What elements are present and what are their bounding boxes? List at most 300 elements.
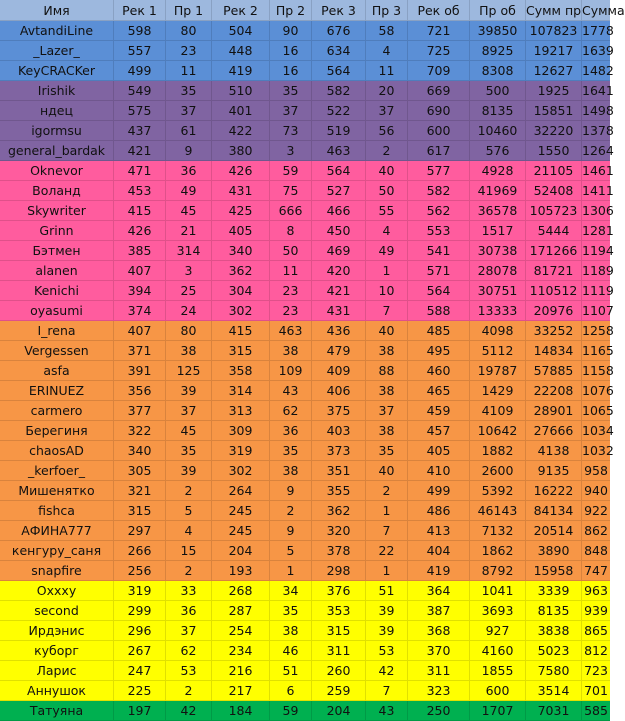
value-cell: 519 [312,121,366,140]
value-cell: 25 [166,281,212,300]
value-cell: 709 [408,61,470,80]
value-cell: 35 [166,441,212,460]
value-cell: 939 [584,603,608,618]
value-cell: 356 [114,381,166,400]
value-cell: 15958 [526,561,582,580]
value-cell: 53 [366,641,408,660]
value-cell: 1194 [582,243,614,258]
value-cell: 4 [166,521,212,540]
column-header: Пр 3 [366,0,408,20]
value-cell: 80 [166,321,212,340]
value-cell: 812 [584,643,608,658]
value-cell: 564 [312,61,366,80]
value-cell: 420 [312,261,366,280]
player-name-cell: igormsu [0,121,114,140]
value-cell: 23 [270,281,312,300]
value-cell: 217 [212,681,270,700]
value-cell: 7031 [526,701,582,720]
value-cell: 453 [114,181,166,200]
value-cell: 234 [212,641,270,660]
value-cell: 463 [312,141,366,160]
value-cell: 1 [366,261,408,280]
table-row [0,421,614,441]
value-cell: 4138 [526,441,582,460]
value-cell: 36 [166,161,212,180]
value-cell: 577 [408,161,470,180]
value-cell: 723 [584,663,608,678]
value-cell: 35 [166,81,212,100]
value-cell: 3514 [526,681,582,700]
value-cell: 37 [366,401,408,420]
value-cell: 564 [408,281,470,300]
value-cell: 963 [584,583,608,598]
value-cell: 28078 [470,261,526,280]
column-header: Рек 2 [212,0,270,20]
value-cell: 4098 [470,321,526,340]
value-cell: 9 [166,141,212,160]
value-cell: 297 [114,521,166,540]
value-cell: 725 [408,41,470,60]
value-cell: 407 [114,261,166,280]
value-cell: 107823 [526,21,582,40]
value-cell: 39850 [470,21,526,40]
value-cell: 110512 [526,281,582,300]
value-cell: 585 [584,703,608,718]
value-cell: 374 [114,301,166,320]
value-cell: 10642 [470,421,526,440]
value-cell: 460 [408,361,470,380]
value-cell: 1258 [582,323,614,338]
value-cell: 413 [408,521,470,540]
value-cell: 1032 [582,443,614,458]
value-cell: 1639 [582,43,614,58]
player-name-cell: general_bardak [0,141,114,160]
column-header: Сумма [582,3,625,18]
value-cell: 320 [312,521,366,540]
value-cell: 323 [408,681,470,700]
value-cell: 391 [114,361,166,380]
value-cell: 410 [408,461,470,480]
value-cell: 309 [212,421,270,440]
value-cell: 40 [366,321,408,340]
player-name-cell: Мишенятко [0,481,114,500]
value-cell: 479 [312,341,366,360]
value-cell: 20976 [526,301,582,320]
column-header: Рек об [408,0,470,20]
value-cell: 669 [408,81,470,100]
value-cell: 362 [212,261,270,280]
value-cell: 541 [408,241,470,260]
table-row [0,461,610,481]
value-cell: 38 [270,461,312,480]
value-cell: 298 [312,561,366,580]
table-row [0,281,614,301]
value-cell: 43 [366,701,408,720]
value-cell: 38 [166,341,212,360]
value-cell: 421 [312,281,366,300]
player-name-cell: _Lazer_ [0,41,114,60]
value-cell: 3 [166,261,212,280]
table-row [0,321,614,341]
value-cell: 5023 [526,641,582,660]
value-cell: 28901 [526,401,582,420]
table-row [0,381,614,401]
value-cell: 16 [270,61,312,80]
value-cell: 38 [366,341,408,360]
player-name-cell: asfa [0,361,114,380]
value-cell: 499 [114,61,166,80]
value-cell: 260 [312,661,366,680]
table-row [0,161,614,181]
player-name-cell: Vergessen [0,341,114,360]
value-cell: 598 [114,21,166,40]
player-name-cell: Oknevor [0,161,114,180]
value-cell: 39 [166,381,212,400]
value-cell: 15851 [526,101,582,120]
value-cell: 35 [270,81,312,100]
value-cell: 582 [408,181,470,200]
value-cell: 57885 [526,361,582,380]
value-cell: 1461 [582,163,614,178]
value-cell: 41969 [470,181,526,200]
player-name-cell: Kenichi [0,281,114,300]
value-cell: 1855 [470,661,526,680]
value-cell: 80 [166,21,212,40]
table-row [0,261,614,281]
table-row [0,241,614,261]
value-cell: 40 [366,161,408,180]
value-cell: 2 [270,501,312,520]
player-name-cell: oyasumi [0,301,114,320]
table-row [0,681,610,701]
column-header: Сумм пр [526,0,582,20]
value-cell: 588 [408,301,470,320]
table-row [0,141,614,161]
table-row [0,341,614,361]
value-cell: 21 [166,221,212,240]
value-cell: 84134 [526,501,582,520]
value-cell: 51 [270,661,312,680]
value-cell: 50 [366,181,408,200]
player-name-cell: кенгуру_саня [0,541,114,560]
value-cell: 562 [408,201,470,220]
value-cell: 5112 [470,341,526,360]
value-cell: 109 [270,361,312,380]
value-cell: 1482 [582,63,614,78]
value-cell: 287 [212,601,270,620]
value-cell: 419 [212,61,270,80]
value-cell: 8308 [470,61,526,80]
value-cell: 1862 [470,541,526,560]
value-cell: 75 [270,181,312,200]
value-cell: 922 [584,503,608,518]
player-name-cell: carmero [0,401,114,420]
value-cell: 469 [312,241,366,260]
value-cell: 268 [212,581,270,600]
value-cell: 16 [270,41,312,60]
value-cell: 62 [270,401,312,420]
value-cell: 466 [312,201,366,220]
value-cell: 23 [270,301,312,320]
value-cell: 314 [166,241,212,260]
value-cell: 14834 [526,341,582,360]
table-row [0,441,614,461]
value-cell: 5 [166,501,212,520]
value-cell: 575 [114,101,166,120]
value-cell: 500 [470,81,526,100]
value-cell: 340 [212,241,270,260]
value-cell: 38 [366,421,408,440]
value-cell: 81721 [526,261,582,280]
value-cell: 58 [366,21,408,40]
value-cell: 59 [270,161,312,180]
value-cell: 247 [114,661,166,680]
value-cell: 401 [212,101,270,120]
value-cell: 315 [212,341,270,360]
value-cell: 50 [270,241,312,260]
value-cell: 431 [312,301,366,320]
value-cell: 1882 [470,441,526,460]
value-cell: 407 [114,321,166,340]
value-cell: 23 [166,41,212,60]
value-cell: 9 [270,521,312,540]
value-cell: 193 [212,561,270,580]
table-header [0,0,625,21]
player-name-cell: Аннушок [0,681,114,700]
value-cell: 1 [366,501,408,520]
value-cell: 504 [212,21,270,40]
value-cell: 8135 [526,601,582,620]
value-cell: 35 [270,441,312,460]
value-cell: 259 [312,681,366,700]
value-cell: 351 [312,461,366,480]
value-cell: 8135 [470,101,526,120]
value-cell: 302 [212,461,270,480]
value-cell: 10460 [470,121,526,140]
value-cell: 304 [212,281,270,300]
value-cell: 34 [270,581,312,600]
value-cell: 355 [312,481,366,500]
value-cell: 2 [366,141,408,160]
value-cell: 33252 [526,321,582,340]
value-cell: 437 [114,121,166,140]
value-cell: 24 [166,301,212,320]
value-cell: 431 [212,181,270,200]
value-cell: 362 [312,501,366,520]
value-cell: 7 [366,301,408,320]
value-cell: 37 [366,101,408,120]
value-cell: 564 [312,161,366,180]
value-cell: 4160 [470,641,526,660]
value-cell: 305 [114,461,166,480]
value-cell: 465 [408,381,470,400]
value-cell: 527 [312,181,366,200]
value-cell: 9135 [526,461,582,480]
value-cell: 245 [212,501,270,520]
value-cell: 8 [270,221,312,240]
value-cell: 27666 [526,421,582,440]
value-cell: 125 [166,361,212,380]
value-cell: 499 [408,481,470,500]
value-cell: 36 [270,421,312,440]
value-cell: 378 [312,541,366,560]
value-cell: 19217 [526,41,582,60]
value-cell: 38 [270,341,312,360]
table-row [0,21,614,41]
value-cell: 16222 [526,481,582,500]
value-cell: 1076 [582,383,614,398]
value-cell: 385 [114,241,166,260]
value-cell: 22 [366,541,408,560]
value-cell: 1498 [582,103,614,118]
value-cell: 33 [166,581,212,600]
value-cell: 4928 [470,161,526,180]
value-cell: 1707 [470,701,526,720]
value-cell: 11 [366,61,408,80]
table-row [0,221,614,241]
value-cell: 2 [166,681,212,700]
value-cell: 364 [408,581,470,600]
value-cell: 394 [114,281,166,300]
value-cell: 1778 [582,23,614,38]
value-cell: 5392 [470,481,526,500]
value-cell: 415 [114,201,166,220]
value-cell: 42 [166,701,212,720]
value-cell: 2 [166,561,212,580]
value-cell: 1306 [582,203,614,218]
value-cell: 1065 [582,403,614,418]
value-cell: 457 [408,421,470,440]
value-cell: 1641 [582,83,614,98]
value-cell: 8925 [470,41,526,60]
value-cell: 380 [212,141,270,160]
value-cell: 4109 [470,401,526,420]
value-cell: 406 [312,381,366,400]
value-cell: 311 [312,641,366,660]
value-cell: 747 [584,563,608,578]
table-row [0,361,614,381]
value-cell: 4 [366,41,408,60]
value-cell: 30751 [470,281,526,300]
table-row [0,561,610,581]
value-cell: 254 [212,621,270,640]
value-cell: 264 [212,481,270,500]
table-row [0,621,610,641]
value-cell: 302 [212,301,270,320]
value-cell: 250 [408,701,470,720]
value-cell: 2 [166,481,212,500]
value-cell: 315 [312,621,366,640]
value-cell: 415 [212,321,270,340]
value-cell: 721 [408,21,470,40]
value-cell: 404 [408,541,470,560]
value-cell: 36578 [470,201,526,220]
value-cell: 21105 [526,161,582,180]
value-cell: 46143 [470,501,526,520]
player-name-cell: Бэтмен [0,241,114,260]
value-cell: 299 [114,601,166,620]
value-cell: 450 [312,221,366,240]
value-cell: 1550 [526,141,582,160]
value-cell: 387 [408,601,470,620]
value-cell: 314 [212,381,270,400]
player-name-cell: snapfire [0,561,114,580]
player-name-cell: second [0,601,114,620]
value-cell: 36 [166,601,212,620]
value-cell: 39 [366,621,408,640]
value-cell: 403 [312,421,366,440]
value-cell: 51 [366,581,408,600]
value-cell: 1429 [470,381,526,400]
table-row [0,101,614,121]
value-cell: 862 [584,523,608,538]
table-row [0,641,610,661]
table-row [0,81,614,101]
value-cell: 37 [166,101,212,120]
column-header: Рек 3 [312,0,366,20]
value-cell: 90 [270,21,312,40]
value-cell: 52408 [526,181,582,200]
value-cell: 571 [408,261,470,280]
value-cell: 436 [312,321,366,340]
table-row [0,301,614,321]
value-cell: 266 [114,541,166,560]
table-row [0,581,610,601]
column-header: Рек 1 [114,0,166,20]
value-cell: 13333 [470,301,526,320]
value-cell: 10 [366,281,408,300]
value-cell: 370 [408,641,470,660]
value-cell: 42 [366,661,408,680]
value-cell: 409 [312,361,366,380]
value-cell: 216 [212,661,270,680]
value-cell: 426 [212,161,270,180]
value-cell: 701 [584,683,608,698]
player-name-cell: куборг [0,641,114,660]
value-cell: 425 [212,201,270,220]
value-cell: 549 [114,81,166,100]
table-row [0,181,614,201]
value-cell: 940 [584,483,608,498]
value-cell: 59 [270,701,312,720]
value-cell: 486 [408,501,470,520]
value-cell: 37 [166,621,212,640]
table-body [0,21,614,721]
player-name-cell: ERINUEZ [0,381,114,400]
value-cell: 5444 [526,221,582,240]
value-cell: 353 [312,601,366,620]
value-cell: 358 [212,361,270,380]
player-name-cell: Берегиня [0,421,114,440]
value-cell: 495 [408,341,470,360]
value-cell: 553 [408,221,470,240]
value-cell: 1411 [582,183,614,198]
value-cell: 35 [270,601,312,620]
value-cell: 582 [312,81,366,100]
value-cell: 848 [584,543,608,558]
value-cell: 45 [166,201,212,220]
value-cell: 1925 [526,81,582,100]
value-cell: 3 [270,141,312,160]
value-cell: 422 [212,121,270,140]
value-cell: 522 [312,101,366,120]
value-cell: 1264 [582,143,614,158]
player-name-cell: fishca [0,501,114,520]
value-cell: 1107 [582,303,614,318]
value-cell: 62 [166,641,212,660]
value-cell: 1517 [470,221,526,240]
value-cell: 375 [312,401,366,420]
